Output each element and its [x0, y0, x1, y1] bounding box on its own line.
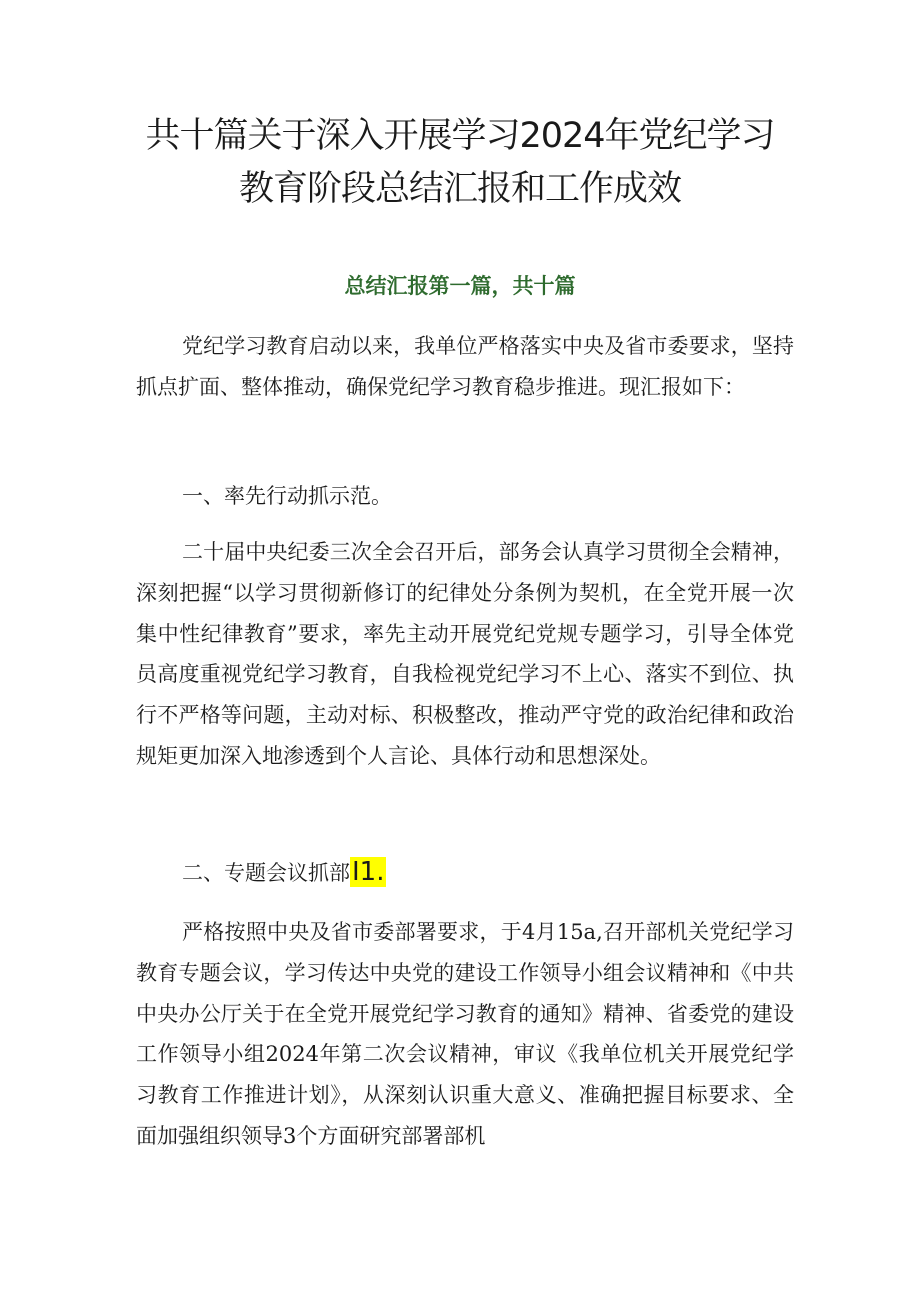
document-title	[120, 110, 800, 216]
highlighted-text: I1.	[352, 857, 385, 887]
paragraph-2: 二十届中央纪委三次全会召开后，部务会认真学习贯彻全会精神，深刻把握“以学习贯彻新修订的纪律处分条例为契机，在全党开展一次集中性纪律教育”要求，率先主动开展党纪党规专题学习，引导全体党员高度重视党纪学习教育，自我检视党纪学习不上心、落实不到位、执行不严格等问题，主动对标、积极整改，推动严守党的政治纪律和政治规矩更加深入地渗透到个人言论、具体行动和思想深处。	[136, 540, 794, 768]
title-line-1: 共十篇关于深入开展学习2024年党纪学习	[145, 116, 775, 156]
intro-paragraph: 党纪学习教育启动以来，我单位严格落实中央及省市委要求，坚持抓点扩面、整体推动，确保党纪学习教育稳步推进。现汇报如下：	[136, 334, 794, 399]
title-line-2: 教育阶段总结汇报和工作成效	[238, 169, 681, 209]
paragraph-3: 严格按照中央及省市委部署要求，于4月15a,召开部机关党纪学习教育专题会议，学习传达中央党的建设工作领导小组会议精神和《中共中央办公厅关于在全党开展党纪学习教育的通知》精神、省委党的建设工作领导小组2024年第二次会议精神，审议《我单位机关开展党纪学习教育工作推进计划》，从深刻认识重大意义、准确把握目标要求、全面加强组织领导3个方面研究部署部机	[136, 920, 794, 1148]
heading-2	[182, 854, 386, 891]
heading-2-text: 二、专题会议抓部	[182, 861, 350, 885]
heading-1: 一、率先行动抓示范。	[182, 484, 392, 508]
section-subtitle: 总结汇报第一篇，共十篇	[344, 273, 576, 298]
